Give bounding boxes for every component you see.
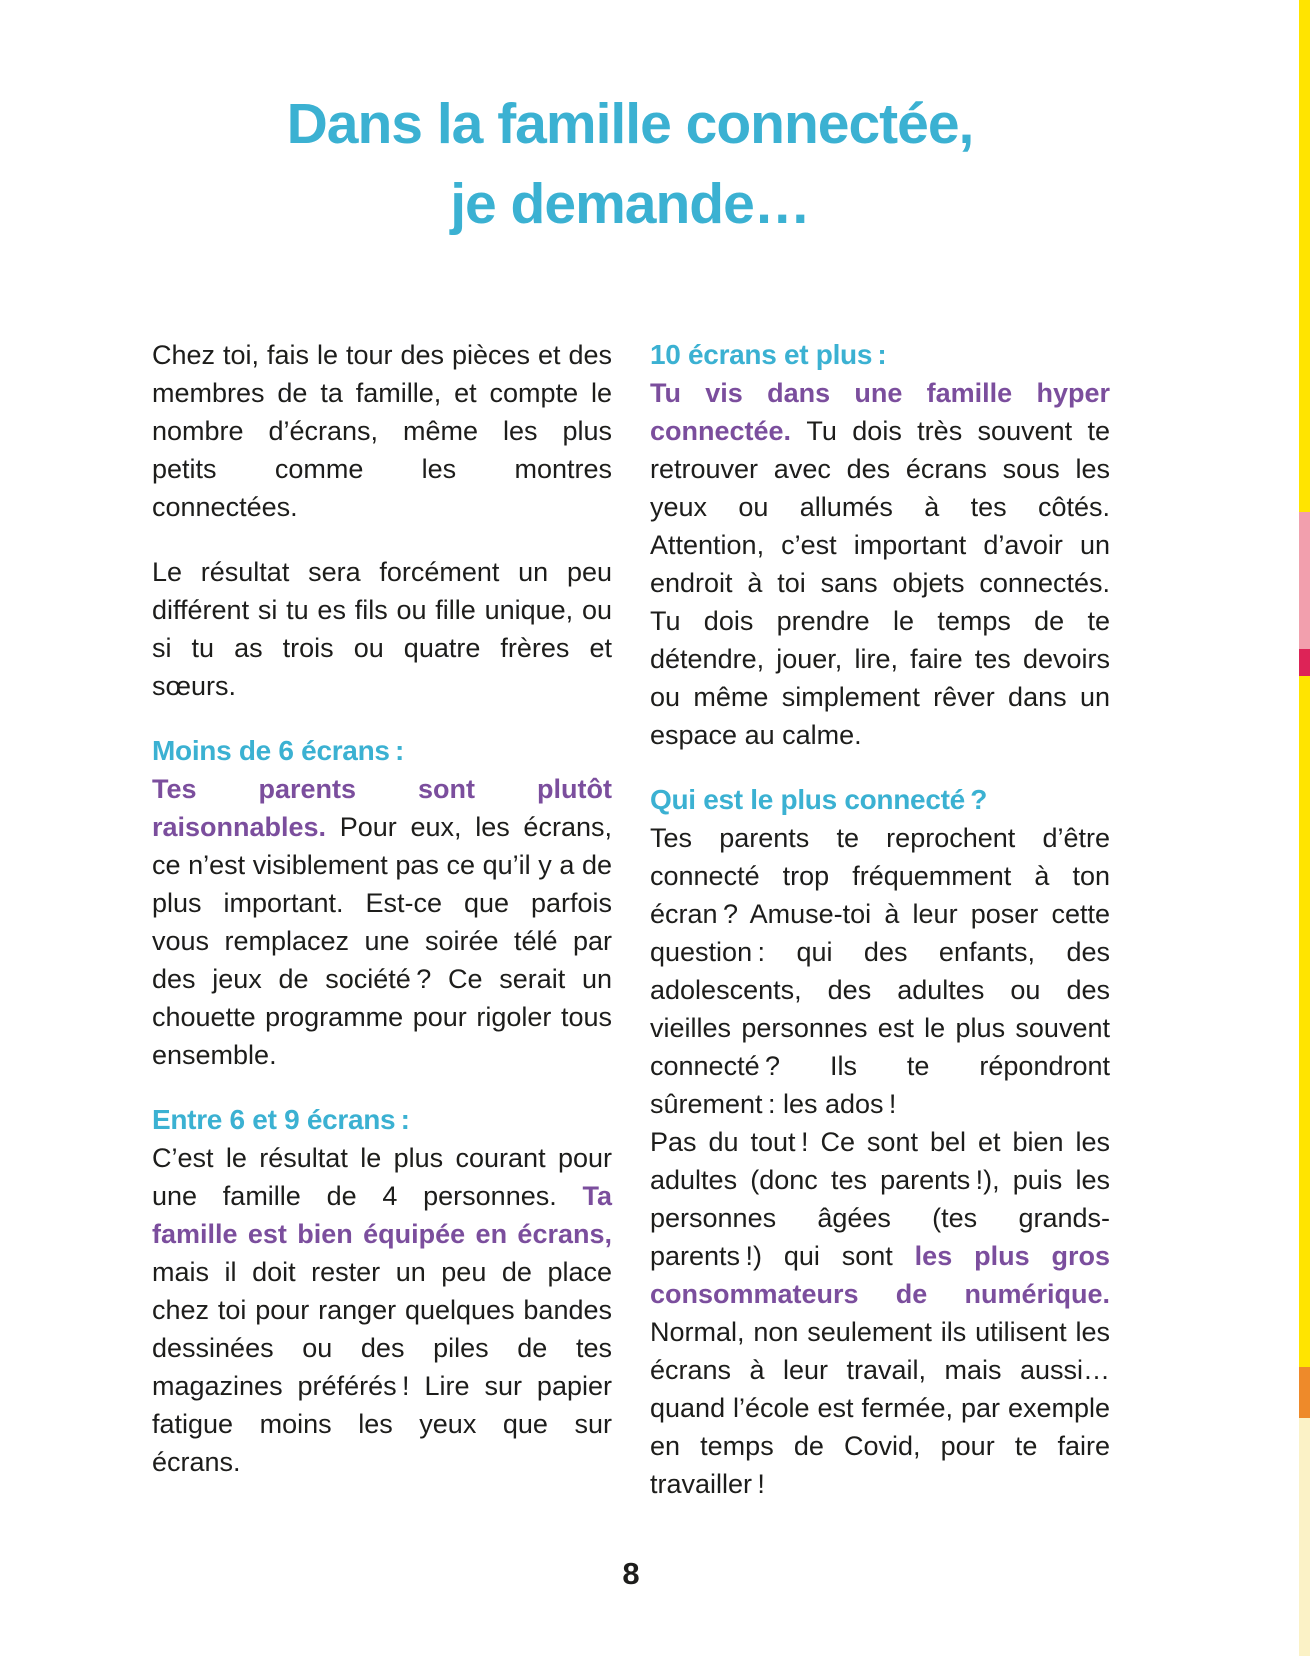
text-run: Pas du tout ! Ce sont bel et bien les adultes (donc tes parents !), puis les personnes âgées (tes grands-parents !) qui sont — [650, 1127, 1110, 1271]
text-section — [650, 336, 1110, 754]
section-heading: 10 écrans et plus : — [650, 339, 887, 370]
paragraph — [152, 553, 612, 705]
text-run: Pour eux, les écrans, ce n’est visiblement pas ce qu’il y a de plus important. Est-ce que parfois vous remplacez une soirée télé par des jeux de société ? Ce serait un chouette programme pour rigoler tous ensemble. — [152, 812, 612, 1070]
section-heading: Entre 6 et 9 écrans : — [152, 1104, 410, 1135]
text-run-accent: Tes parents sont plutôt raisonnables. — [152, 774, 612, 842]
page-title — [150, 84, 1110, 244]
edge-cream — [1299, 1418, 1310, 1656]
text-run: C’est le résultat le plus courant pour une famille de 4 personnes. — [152, 1143, 612, 1211]
text-section — [152, 732, 612, 1074]
paragraph — [650, 374, 1110, 754]
page-title-line-1: Dans la famille connectée, — [286, 92, 974, 156]
text-column-right — [650, 336, 1110, 1503]
edge-yellow-top — [1299, 0, 1310, 512]
text-section — [152, 553, 612, 705]
edge-orange — [1299, 1367, 1310, 1418]
page-edge-strip — [1299, 0, 1310, 1656]
section-heading: Moins de 6 écrans : — [152, 735, 404, 766]
text-run: Normal, non seulement ils utilisent les écrans à leur travail, mais aussi… quand l’école est fermée, par exemple en temps de Covid, pour te faire travailler ! — [650, 1317, 1110, 1499]
text-run-accent: les plus gros consommateurs de numérique. — [650, 1241, 1110, 1309]
paragraph — [650, 819, 1110, 1123]
paragraph — [152, 336, 612, 526]
text-section — [650, 781, 1110, 1503]
paragraph — [152, 770, 612, 1074]
two-column-text — [152, 336, 1110, 1503]
page-title-line-2: je demande… — [450, 172, 810, 236]
text-run: Le résultat sera forcément un peu différent si tu es fils ou fille unique, ou si tu as trois ou quatre frères et sœurs. — [152, 557, 612, 701]
text-run: Tes parents te reprochent d’être connecté trop fréquemment à ton écran ? Amuse-toi à leur poser cette question : qui des enfants, des adolescents, des adultes ou des vieilles personnes est le plus souvent connecté ? Ils te répondront sûrement : les ados ! — [650, 823, 1110, 1119]
text-section — [152, 1101, 612, 1481]
text-run: Tu dois très souvent te retrouver avec des écrans sous les yeux ou allumés à tes côtés. Attention, c’est important d’avoir un endroit à toi sans objets connectés. Tu dois prendre le temps de te détendre, jouer, lire, faire tes devoirs ou même simplement rêver dans un espace au calme. — [650, 416, 1110, 750]
text-column-left — [152, 336, 612, 1503]
text-run: mais il doit rester un peu de place chez toi pour ranger quelques bandes dessinées ou des piles de tes magazines préférés ! Lire sur papier fatigue moins les yeux que sur écrans. — [152, 1257, 612, 1477]
text-run-accent: Ta famille est bien équipée en écrans, — [152, 1181, 612, 1249]
edge-yellow-mid — [1299, 676, 1310, 1367]
text-run-accent: Tu vis dans une famille hyper connectée. — [650, 378, 1110, 446]
text-section — [152, 336, 612, 526]
edge-magenta — [1299, 649, 1310, 676]
edge-pink — [1299, 512, 1310, 649]
paragraph — [152, 1139, 612, 1481]
section-heading: Qui est le plus connecté ? — [650, 784, 987, 815]
text-run: Chez toi, fais le tour des pièces et des membres de ta famille, et compte le nombre d’écrans, même les plus petits comme les montres connectées. — [152, 340, 612, 522]
page-number: 8 — [622, 1556, 640, 1591]
paragraph — [650, 1123, 1110, 1503]
